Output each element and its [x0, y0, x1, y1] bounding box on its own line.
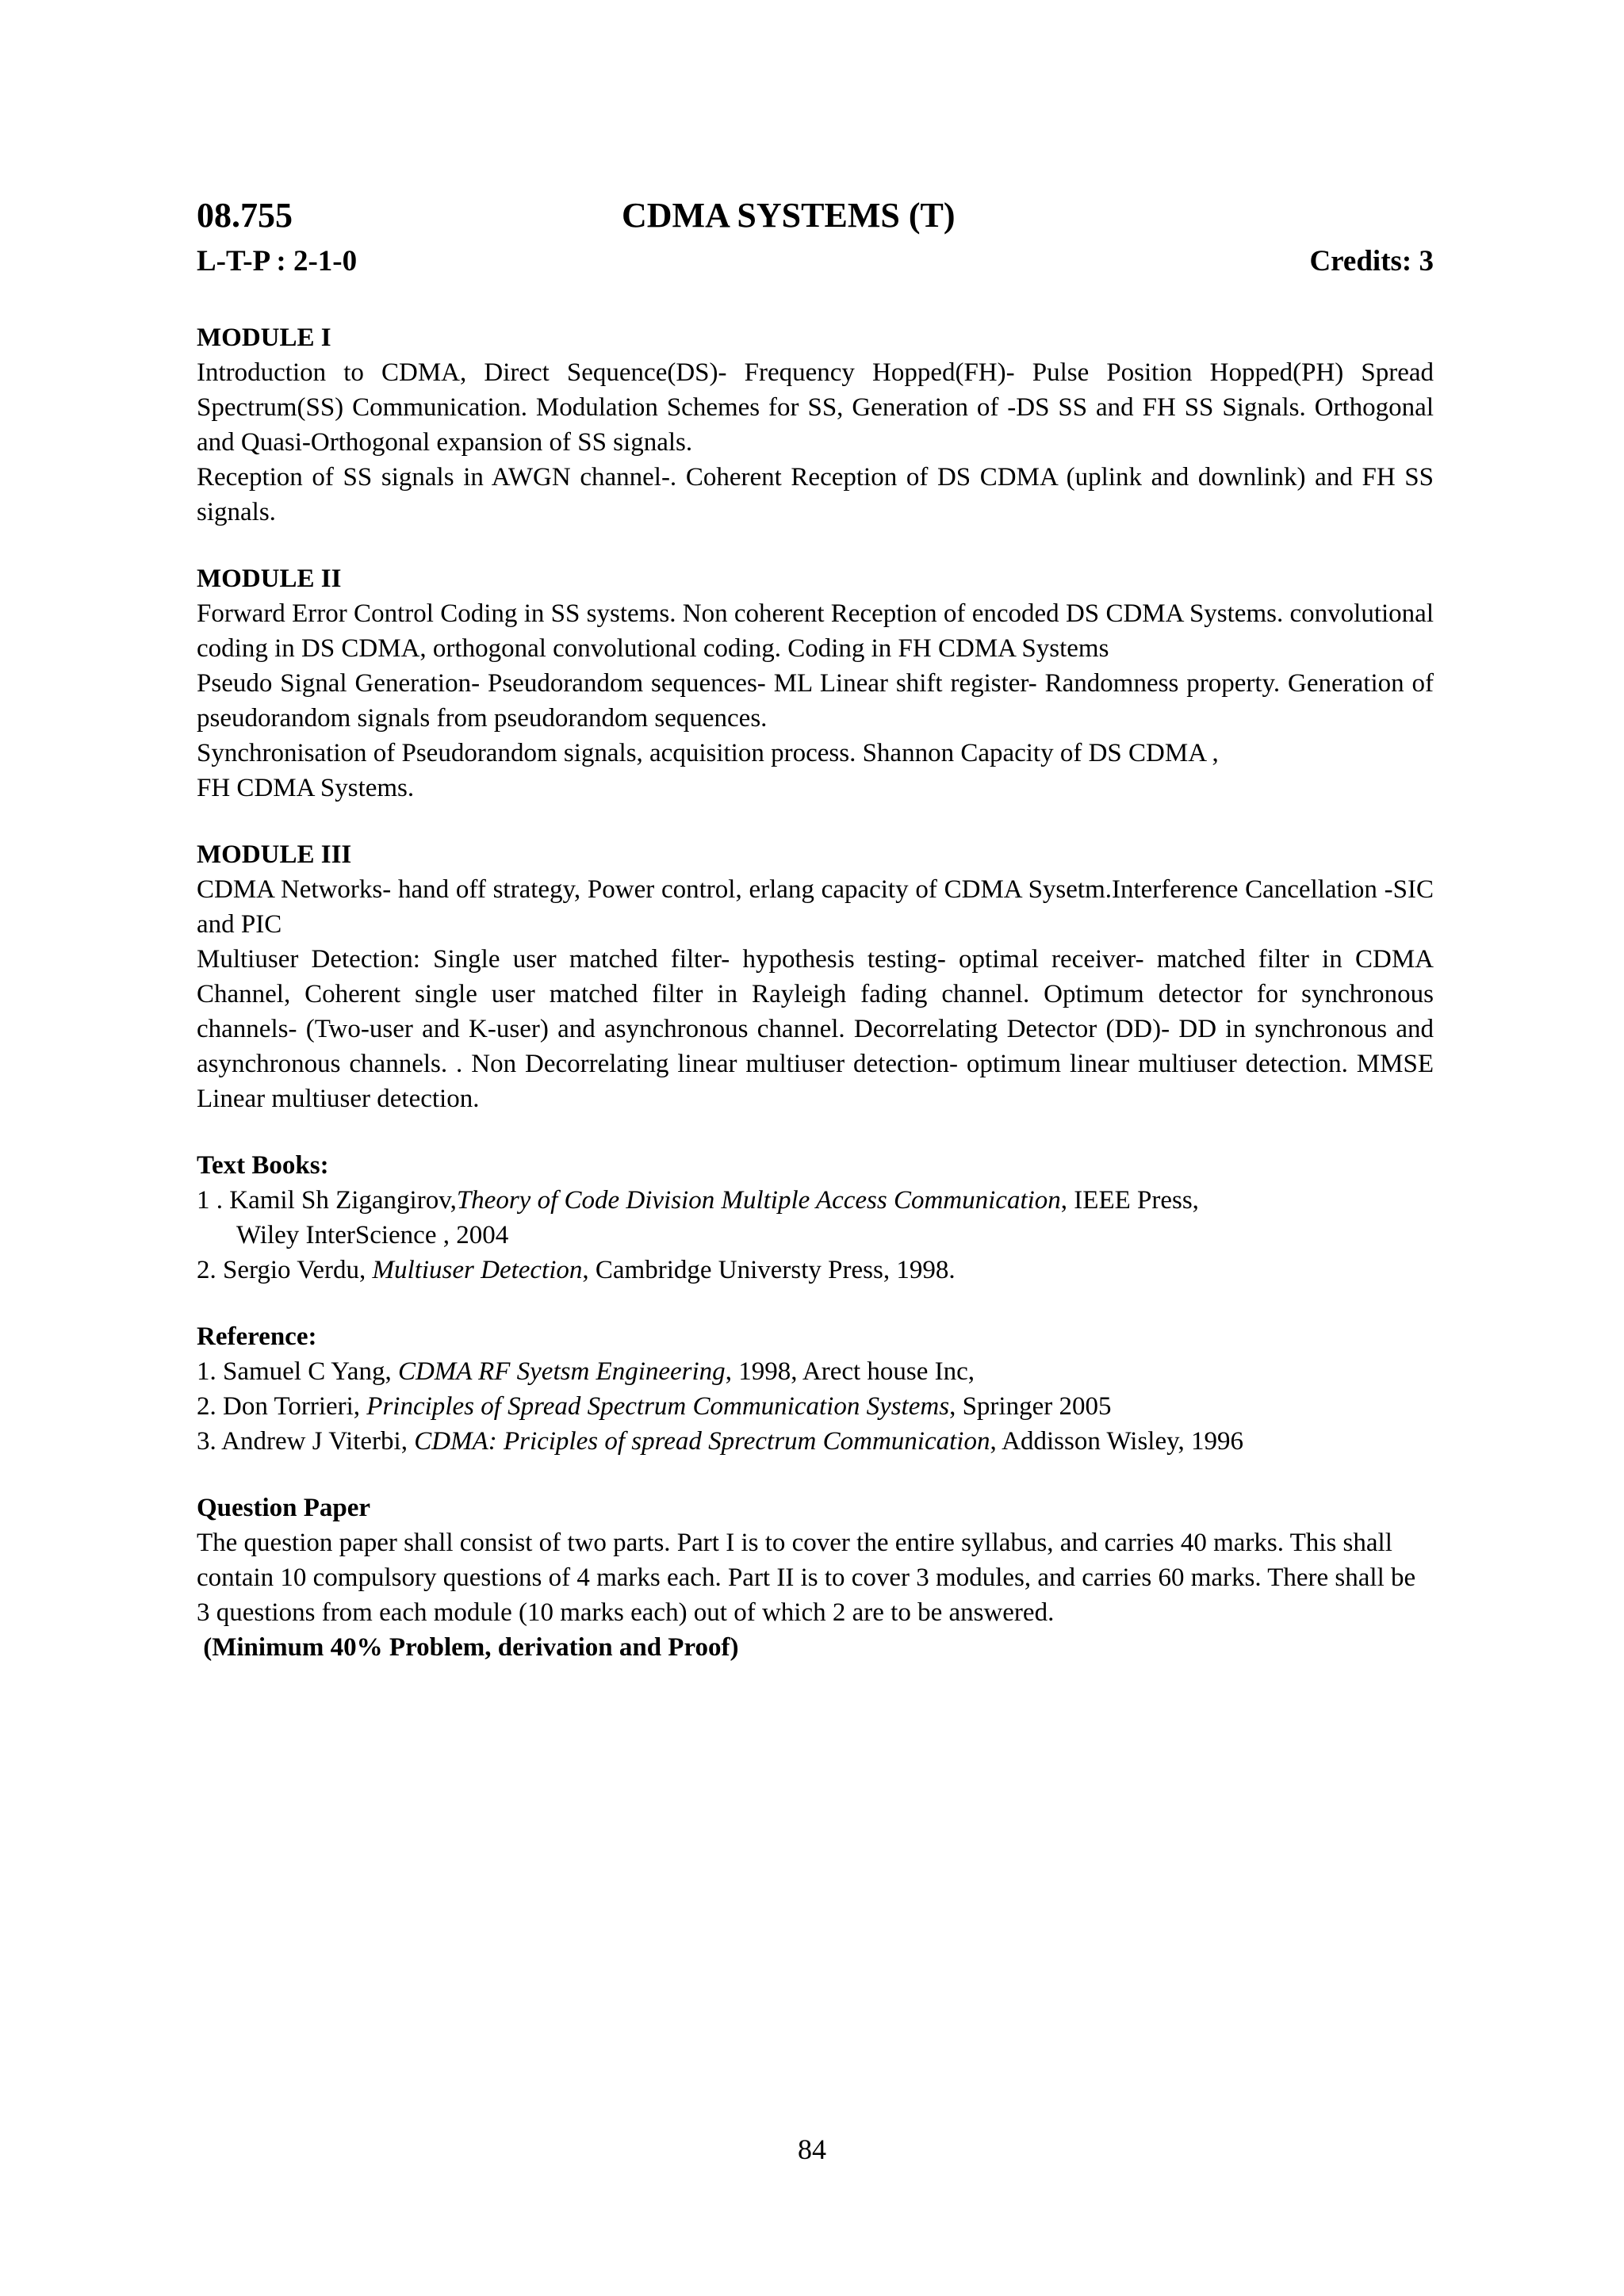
module-1-heading: MODULE I	[197, 323, 331, 352]
textbook-suffix: , IEEE Press,	[1060, 1186, 1199, 1215]
credits-label: Credits: 3	[1309, 245, 1434, 277]
module-2-paragraph-2: Pseudo Signal Generation- Pseudorandom sequences- ML Linear shift register- Randomness property. Generation of pseudorandom signals from pseudorandom sequences.	[197, 669, 1434, 733]
syllabus-page	[197, 198, 1434, 1665]
reference-prefix: 2. Don Torrieri,	[197, 1392, 367, 1421]
reference-suffix: , Springer 2005	[949, 1392, 1112, 1421]
textbook-prefix: 1 . Kamil Sh Zigangirov,	[197, 1186, 457, 1215]
question-paper-heading: Question Paper	[197, 1494, 371, 1522]
module-3-section	[197, 837, 1434, 1116]
reference-item	[197, 1389, 1434, 1424]
module-2-section	[197, 561, 1434, 806]
textbook-title: Theory of Code Division Multiple Access Communication	[456, 1186, 1061, 1215]
reference-section	[197, 1319, 1434, 1459]
reference-heading: Reference:	[197, 1322, 317, 1351]
textbook-item	[197, 1183, 1434, 1218]
course-title: CDMA SYSTEMS (T)	[622, 196, 956, 235]
textbooks-section	[197, 1148, 1434, 1288]
reference-item	[197, 1424, 1434, 1459]
textbook-item	[197, 1253, 1434, 1288]
textbook-suffix: , Cambridge Universty Press, 1998.	[582, 1256, 956, 1284]
module-1-section	[197, 320, 1434, 530]
question-paper-note: (Minimum 40% Problem, derivation and Proof)	[197, 1633, 739, 1662]
module-2-paragraph-3b: FH CDMA Systems.	[197, 774, 415, 802]
textbook-item-continuation: Wiley InterScience , 2004	[236, 1221, 509, 1249]
textbooks-heading: Text Books:	[197, 1151, 329, 1180]
module-1-paragraph-2: Reception of SS signals in AWGN channel-. Coherent Reception of DS CDMA (uplink and downlink) and FH SS signals.	[197, 463, 1434, 526]
module-1-paragraph-1: Introduction to CDMA, Direct Sequence(DS)- Frequency Hopped(FH)- Pulse Position Hopped(PH) Spread Spectrum(SS) Communication. Modulation Schemes for SS, Generation of -DS SS and FH SS Signals. Orthogonal and Quasi-Orthogonal expansion of SS signals.	[197, 358, 1434, 457]
reference-suffix: , Addisson Wisley, 1996	[990, 1427, 1243, 1456]
reference-title: CDMA RF Syetsm Engineering	[397, 1357, 726, 1386]
textbook-title: Multiuser Detection	[372, 1256, 583, 1284]
question-paper-body: The question paper shall consist of two parts. Part I is to cover the entire syllabus, and carries 40 marks. This shall contain 10 compulsory questions of 4 marks each. Part II is to cover 3 modules, and carries 60 marks. There shall be 3 questions from each module (10 marks each) out of which 2 are to be answered.	[197, 1529, 1416, 1627]
course-header	[197, 198, 1434, 244]
module-3-paragraph-2: Multiuser Detection: Single user matched filter- hypothesis testing- optimal receiver- matched filter in CDMA Channel, Coherent single user matched filter in Rayleigh fading channel. Optimum detector for synchronous channels- (Two-user and K-user) and asynchronous channel. Decorrelating Detector (DD)- DD in synchronous and asynchronous channels. . Non Decorrelating linear multiuser detection- optimum linear multiuser detection. MMSE Linear multiuser detection.	[197, 945, 1434, 1113]
reference-prefix: 3. Andrew J Viterbi,	[197, 1427, 415, 1456]
module-2-heading: MODULE II	[197, 564, 342, 593]
reference-suffix: , 1998, Arect house Inc,	[725, 1357, 975, 1386]
ltp-label: L-T-P : 2-1-0	[197, 245, 358, 277]
module-2-paragraph-1: Forward Error Control Coding in SS systems. Non coherent Reception of encoded DS CDMA Systems. convolutional coding in DS CDMA, orthogonal convolutional coding. Coding in FH CDMA Systems	[197, 599, 1434, 663]
module-3-heading: MODULE III	[197, 840, 352, 869]
module-2-paragraph-3a: Synchronisation of Pseudorandom signals, acquisition process. Shannon Capacity of DS CDMA ,	[197, 739, 1219, 767]
course-code: 08.755	[197, 196, 293, 235]
page-number: 84	[798, 2133, 826, 2165]
course-meta	[197, 244, 1434, 282]
reference-prefix: 1. Samuel C Yang,	[197, 1357, 398, 1386]
reference-title: Principles of Spread Spectrum Communication Systems	[366, 1392, 950, 1421]
reference-title: CDMA: Priciples of spread Sprectrum Communication	[414, 1427, 990, 1456]
textbook-prefix: 2. Sergio Verdu,	[197, 1256, 373, 1284]
question-paper-section	[197, 1490, 1434, 1665]
module-3-paragraph-1: CDMA Networks- hand off strategy, Power control, erlang capacity of CDMA Sysetm.Interference Cancellation -SIC and PIC	[197, 875, 1434, 939]
reference-item	[197, 1354, 1434, 1389]
